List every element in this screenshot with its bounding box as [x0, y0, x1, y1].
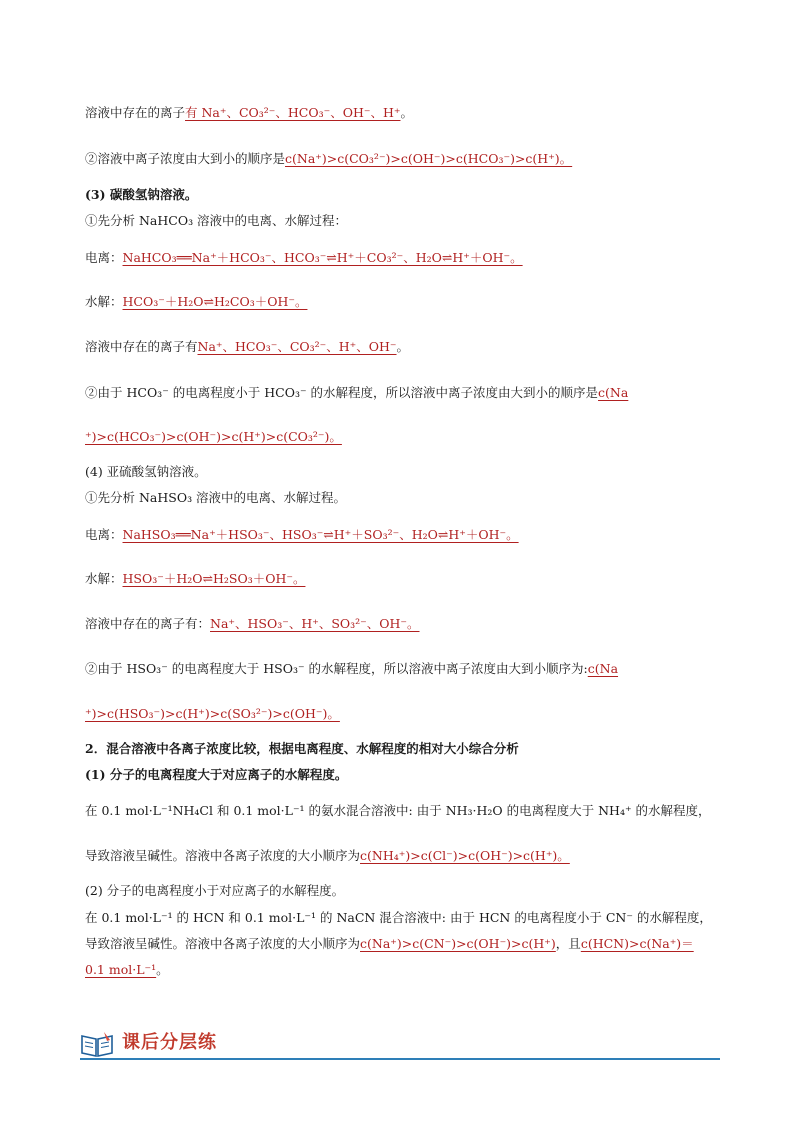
line-11: ①先分析 NaHSO₃ 溶液中的电离、水解过程。 [85, 490, 347, 505]
answer-order: c(NH₄⁺)>c(Cl⁻)>c(OH⁻)>c(H⁺)。 [360, 848, 570, 863]
line-12: 电离：NaHSO₃══Na⁺＋HSO₃⁻、HSO₃⁻⇌H⁺＋SO₃²⁻、H₂O⇌H⁺＋OH⁻。 [85, 527, 519, 542]
line-1: 溶液中存在的离子有 Na⁺、CO₃²⁻、HCO₃⁻、OH⁻、H⁺。 [85, 105, 413, 120]
footer-section [80, 1024, 720, 1064]
book-icon [80, 1030, 114, 1058]
subheading-1: (1) 分子的电离程度大于对应离子的水解程度。 [85, 767, 348, 782]
line-14: 溶液中存在的离子有：Na⁺、HSO₃⁻、H⁺、SO₃²⁻、OH⁻。 [85, 616, 420, 631]
answer-ions: Na⁺、HCO₃⁻、CO₃²⁻、H⁺、OH⁻ [197, 339, 397, 354]
answer-relation: c(HCN)>c(Na⁺)＝ [580, 936, 694, 951]
line-16 [85, 705, 340, 723]
answer-hydrolysis: HCO₃⁻＋H₂O⇌H₂CO₃＋OH⁻。 [122, 294, 308, 309]
line-15: ②由于 HSO₃⁻ 的电离程度大于 HSO₃⁻ 的水解程度，所以溶液中离子浓度由大到小顺序为:c(Na [85, 661, 619, 676]
line-8: ②由于 HCO₃⁻ 的电离程度小于 HCO₃⁻ 的水解程度，所以溶液中离子浓度由大到小的顺序是c(Na [85, 385, 629, 400]
subheading-2: (2) 分子的电离程度小于对应离子的水解程度。 [85, 883, 345, 898]
line-2: ②溶液中离子浓度由大到小的顺序是c(Na⁺)>c(CO₃²⁻)>c(OH⁻)>c(HCO₃⁻)>c(H⁺)。 [85, 151, 573, 166]
section-heading-4: (4) 亚硫酸氢钠溶液。 [85, 464, 207, 479]
answer-order: c(Na⁺)>c(CN⁻)>c(OH⁻)>c(H⁺) [360, 936, 556, 951]
line-23: 导致溶液呈碱性。溶液中各离子浓度的大小顺序为c(Na⁺)>c(CN⁻)>c(OH⁻)>c(H⁺)，且c(HCN)>c(Na⁺)＝ [85, 936, 694, 951]
line-22: 在 0.1 mol·L⁻¹ 的 HCN 和 0.1 mol·L⁻¹ 的 NaCN 混合溶液中: 由于 HCN 的电离程度小于 CN⁻ 的水解程度， [85, 910, 712, 925]
footer-divider [80, 1058, 720, 1060]
answer-ionization: NaHSO₃══Na⁺＋HSO₃⁻、HSO₃⁻⇌H⁺＋SO₃²⁻、H₂O⇌H⁺＋OH⁻。 [122, 527, 519, 542]
line-6: 水解：HCO₃⁻＋H₂O⇌H₂CO₃＋OH⁻。 [85, 294, 308, 309]
line-24: 0.1 mol·L⁻¹。 [85, 962, 169, 977]
answer-ionization: NaHCO₃══Na⁺＋HCO₃⁻、HCO₃⁻⇌H⁺＋CO₃²⁻、H₂O⇌H⁺＋OH⁻。 [122, 250, 523, 265]
line-20: 导致溶液呈碱性。溶液中各离子浓度的大小顺序为c(NH₄⁺)>c(Cl⁻)>c(OH⁻)>c(H⁺)。 [85, 848, 570, 863]
answer-order-start: c(Na [598, 385, 629, 400]
document-page [85, 0, 725, 1123]
answer-order-end: ⁺)>c(HSO₃⁻)>c(H⁺)>c(SO₃²⁻)>c(OH⁻)。 [85, 706, 340, 721]
answer-ions: Na⁺、HSO₃⁻、H⁺、SO₃²⁻、OH⁻。 [210, 616, 420, 631]
section-heading-2: 2．混合溶液中各离子浓度比较，根据电离程度、水解程度的相对大小综合分析 [85, 741, 519, 756]
answer-order: c(Na⁺)>c(CO₃²⁻)>c(OH⁻)>c(HCO₃⁻)>c(H⁺)。 [285, 151, 573, 166]
footer-title: 课后分层练 [122, 1032, 217, 1053]
line-7: 溶液中存在的离子有Na⁺、HCO₃⁻、CO₃²⁻、H⁺、OH⁻。 [85, 339, 410, 354]
line-4: ①先分析 NaHCO₃ 溶液中的电离、水解过程： [85, 213, 348, 228]
section-heading-3: (3) 碳酸氢钠溶液。 [85, 187, 198, 202]
answer-order-end: ⁺)>c(HCO₃⁻)>c(OH⁻)>c(H⁺)>c(CO₃²⁻)。 [85, 429, 342, 444]
line-19: 在 0.1 mol·L⁻¹NH₄Cl 和 0.1 mol·L⁻¹ 的氨水混合溶液中: 由于 NH₃·H₂O 的电离程度大于 NH₄⁺ 的水解程度， [85, 803, 711, 818]
answer-hydrolysis: HSO₃⁻＋H₂O⇌H₂SO₃＋OH⁻。 [122, 571, 306, 586]
answer-ions: 有 Na⁺、CO₃²⁻、HCO₃⁻、OH⁻、H⁺ [185, 105, 401, 120]
answer-value: 0.1 mol·L⁻¹ [85, 962, 157, 977]
line-9 [85, 428, 342, 446]
answer-order-start: c(Na [587, 661, 619, 676]
line-5: 电离：NaHCO₃══Na⁺＋HCO₃⁻、HCO₃⁻⇌H⁺＋CO₃²⁻、H₂O⇌H⁺＋OH⁻。 [85, 250, 523, 265]
line-13: 水解：HSO₃⁻＋H₂O⇌H₂SO₃＋OH⁻。 [85, 571, 306, 586]
